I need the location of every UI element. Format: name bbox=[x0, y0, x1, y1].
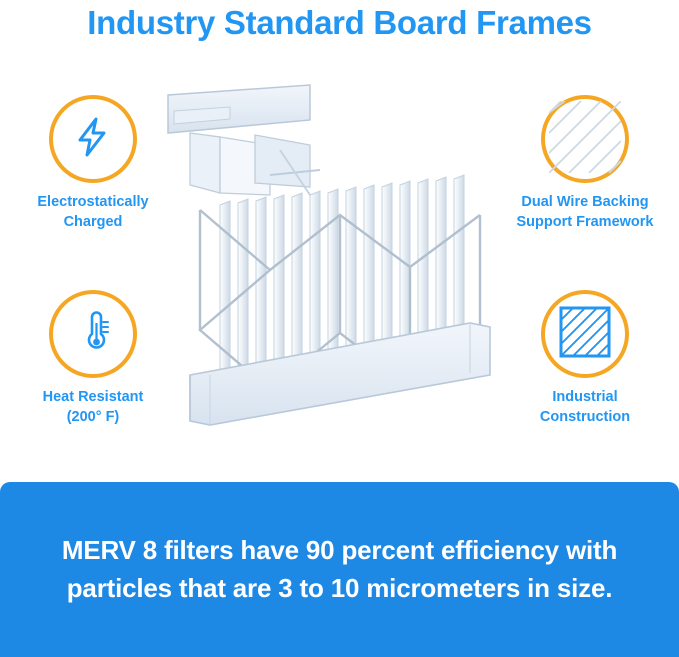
feature-label-line1: Electrostatically bbox=[37, 194, 149, 210]
feature-heat-resistant bbox=[8, 290, 178, 427]
feature-label bbox=[8, 388, 178, 427]
feature-label-line2: Charged bbox=[63, 213, 123, 230]
product-illustration bbox=[160, 75, 510, 465]
feature-label-line1: Dual Wire Backing bbox=[521, 194, 649, 210]
feature-label-line2: (200° F) bbox=[66, 408, 120, 425]
info-banner-text: MERV 8 filters have 90 percent efficiency with particles that are 3 to 10 micrometers in size. bbox=[61, 534, 618, 603]
feature-label bbox=[8, 193, 178, 232]
thermometer-icon bbox=[70, 309, 116, 360]
info-banner bbox=[0, 482, 679, 657]
feature-label-line2: Support Framework bbox=[516, 213, 654, 230]
feature-dual-wire-backing bbox=[500, 95, 670, 232]
feature-label-line2: Construction bbox=[539, 408, 631, 425]
feature-icon-ring bbox=[49, 290, 137, 378]
page-title: Industry Standard Board Frames bbox=[87, 4, 592, 41]
feature-label-line1: Industrial bbox=[552, 389, 618, 405]
wire-mesh-icon bbox=[549, 101, 621, 178]
feature-electrostatically-charged bbox=[8, 95, 178, 232]
grid-frame-icon bbox=[558, 305, 612, 364]
feature-label-line1: Heat Resistant bbox=[42, 389, 144, 405]
filter-top-rail bbox=[168, 85, 320, 195]
feature-icon-ring bbox=[541, 95, 629, 183]
feature-label bbox=[500, 193, 670, 232]
feature-icon-ring bbox=[541, 290, 629, 378]
feature-icon-ring bbox=[49, 95, 137, 183]
feature-industrial-construction bbox=[500, 290, 670, 427]
lightning-bolt-icon bbox=[70, 114, 116, 165]
feature-label bbox=[500, 388, 670, 427]
filter-frame-border bbox=[190, 323, 490, 425]
